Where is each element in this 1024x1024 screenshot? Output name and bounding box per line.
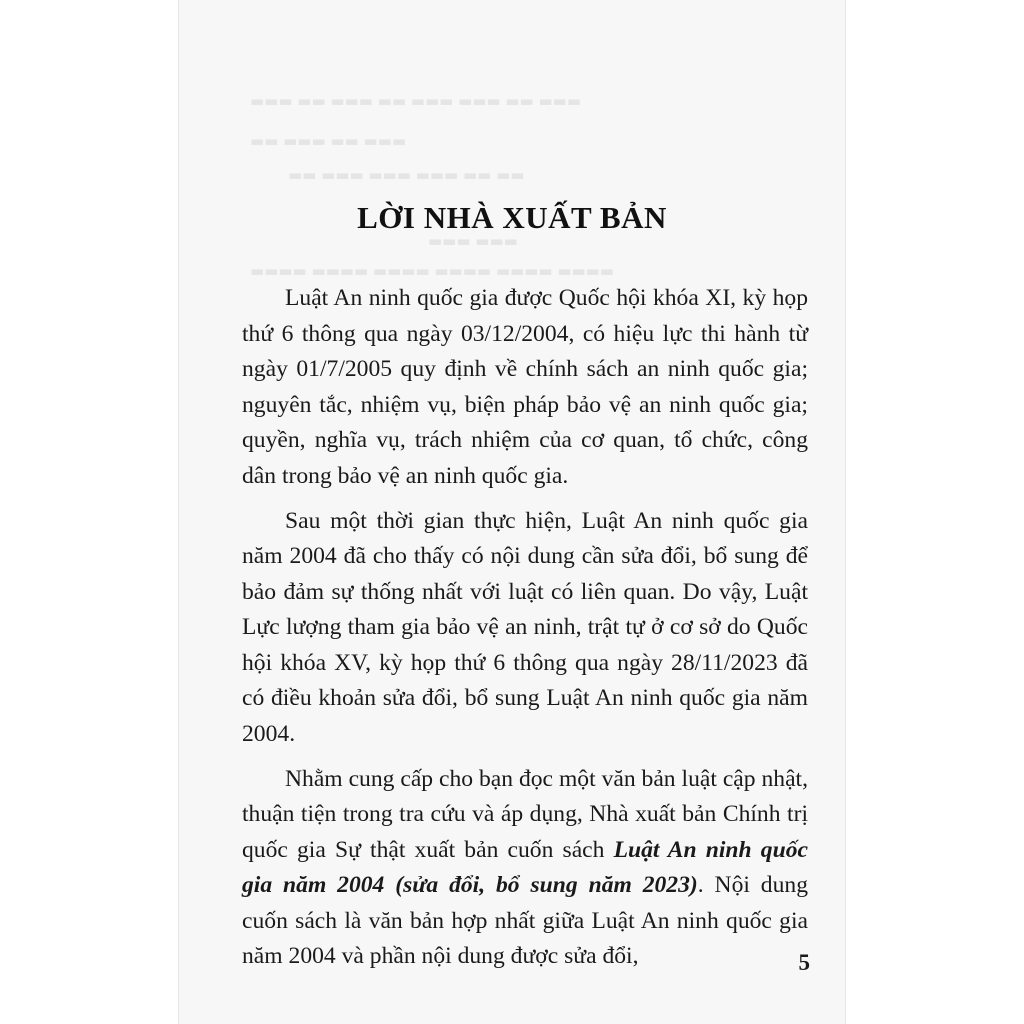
paragraph: Sau một thời gian thực hiện, Luật An ninh quốc gia năm 2004 đã cho thấy có nội dung cần sửa đổi, bổ sung để bảo đảm sự thống nhất với luật có liên quan. Do vậy, Luật Lực lượng tham gia bảo vệ an ninh, trật tự ở cơ sở do Quốc hội khóa XV, kỳ họp thứ 6 thông qua ngày 28/11/2023 đã có điều khoản sửa đổi, bổ sung Luật An ninh quốc gia năm 2004. (242, 507, 808, 747)
preface-body (242, 281, 808, 975)
book-title-emphasis: Luật An ninh quốc gia năm 2004 (sửa đổi, bổ sung năm 2023) (242, 836, 808, 898)
show-through-texture: ▬▬ ▬▬▬ ▬▬ ▬▬▬ (250, 132, 407, 150)
page-title: LỜI NHÀ XUẤT BẢN (357, 200, 667, 235)
show-through-texture: ▬▬▬ ▬▬▬ (428, 232, 518, 250)
show-through-texture: ▬▬▬▬ ▬▬▬▬ ▬▬▬▬ ▬▬▬▬ ▬▬▬▬ ▬▬▬▬ (250, 262, 614, 280)
paragraph-text: Nhằm cung cấp cho bạn đọc một văn bản luật cập nhật, thuận tiện trong tra cứu và áp dụng, Nhà xuất bản Chính trị quốc gia Sự thật xuất bản cuốn sách (242, 765, 808, 863)
show-through-texture: ▬▬ ▬▬▬ ▬▬▬ ▬▬▬ ▬▬ ▬▬ (288, 166, 525, 184)
paragraph-text: . Nội dung cuốn sách là văn bản hợp nhất giữa Luật An ninh quốc gia năm 2004 và phần nội dung được sửa đổi, (242, 872, 808, 969)
paragraph (242, 762, 808, 975)
show-through-texture: ▬▬▬ ▬▬ ▬▬▬ ▬▬ ▬▬▬ ▬▬▬ ▬▬ ▬▬▬ (250, 92, 581, 110)
page-number: 5 (798, 950, 810, 975)
paragraph: Luật An ninh quốc gia được Quốc hội khóa XI, kỳ họp thứ 6 thông qua ngày 03/12/2004, có hiệu lực thi hành từ ngày 01/7/2005 quy định về chính sách an ninh quốc gia; nguyên tắc, nhiệm vụ, biện pháp bảo vệ an ninh quốc gia; quyền, nghĩa vụ, trách nhiệm của cơ quan, tổ chức, công dân trong bảo vệ an ninh quốc gia. (242, 285, 808, 489)
